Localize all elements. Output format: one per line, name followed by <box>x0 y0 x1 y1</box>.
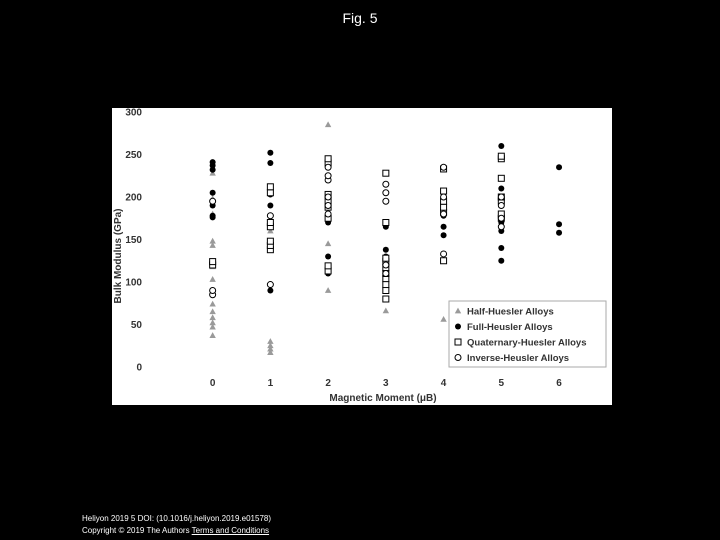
y-tick-label: 100 <box>125 277 142 289</box>
data-point-open-square <box>383 288 389 294</box>
legend-label: Half-Huesler Alloys <box>467 306 554 318</box>
y-tick-label: 200 <box>125 192 142 204</box>
data-point-open-square <box>267 184 273 190</box>
data-point-open-square <box>383 255 389 261</box>
figure-title: Fig. 5 <box>342 10 378 26</box>
data-point-open-circle <box>383 198 389 204</box>
copyright-text: Copyright © 2019 The Authors <box>82 526 190 535</box>
data-point-triangle <box>209 314 215 320</box>
data-point-open-square <box>441 204 447 210</box>
data-point-open-square <box>441 258 447 264</box>
data-point-triangle <box>209 319 215 325</box>
x-tick-label: 3 <box>383 378 389 389</box>
legend-marker-open-square <box>455 339 461 345</box>
data-point-open-circle <box>210 288 216 294</box>
data-point-triangle <box>325 240 331 246</box>
data-point-open-circle <box>325 194 331 200</box>
data-point-filled-circle <box>556 221 562 227</box>
data-point-filled-circle <box>267 203 273 209</box>
data-point-open-circle <box>441 194 447 200</box>
data-point-filled-circle <box>498 258 504 264</box>
data-point-open-circle <box>383 181 389 187</box>
data-point-filled-circle <box>441 232 447 238</box>
doi-citation: Heliyon 2019 5 DOI: (10.1016/j.heliyon.2019.e01578) <box>82 514 272 523</box>
legend-label: Inverse-Heusler Alloys <box>467 353 570 364</box>
y-tick-label: 150 <box>125 235 142 246</box>
data-point-triangle <box>209 308 215 314</box>
data-point-filled-circle <box>325 254 331 260</box>
data-point-triangle <box>440 316 446 322</box>
chart-svg <box>112 108 612 405</box>
legend-label: Quaternary-Huesler Alloys <box>467 337 587 349</box>
data-point-filled-circle <box>498 245 504 251</box>
data-point-open-square <box>267 190 273 196</box>
data-point-open-square <box>325 156 331 162</box>
data-point-open-circle <box>498 203 504 209</box>
data-point-open-square <box>210 259 216 265</box>
data-point-triangle <box>325 121 331 127</box>
data-point-open-circle <box>210 198 216 204</box>
data-point-triangle <box>325 287 331 293</box>
data-point-filled-circle <box>267 160 273 166</box>
y-tick-label: 0 <box>136 362 142 374</box>
data-point-triangle <box>209 276 215 282</box>
y-tick-label: 50 <box>130 320 142 331</box>
data-point-filled-circle <box>556 164 562 170</box>
scatter-chart <box>112 108 612 405</box>
data-point-filled-circle <box>383 247 389 253</box>
data-point-triangle <box>267 338 273 344</box>
data-point-filled-circle <box>210 159 216 165</box>
data-point-triangle <box>209 238 215 244</box>
data-point-open-circle <box>383 262 389 268</box>
data-point-open-circle <box>383 190 389 196</box>
legend-marker-filled-circle <box>455 324 461 330</box>
x-tick-label: 4 <box>440 378 447 389</box>
data-point-open-circle <box>267 282 273 288</box>
data-point-open-square <box>267 220 273 226</box>
legend-label: Full-Heusler Alloys <box>467 322 553 333</box>
x-tick-label: 2 <box>325 378 331 389</box>
data-point-open-circle <box>325 164 331 170</box>
data-point-open-square <box>383 282 389 288</box>
data-point-filled-circle <box>210 213 216 219</box>
data-point-filled-circle <box>267 150 273 156</box>
data-point-open-circle <box>498 224 504 230</box>
data-point-open-circle <box>441 164 447 170</box>
data-point-open-square <box>383 170 389 176</box>
legend <box>449 301 606 367</box>
data-point-open-circle <box>498 215 504 221</box>
data-point-filled-circle <box>498 186 504 192</box>
data-point-filled-circle <box>441 224 447 230</box>
data-point-filled-circle <box>267 288 273 294</box>
x-tick-label: 6 <box>556 378 562 389</box>
data-point-filled-circle <box>556 230 562 236</box>
x-tick-label: 5 <box>498 378 505 389</box>
data-point-open-circle <box>325 173 331 179</box>
data-point-open-circle <box>267 213 273 219</box>
data-point-open-circle <box>498 194 504 200</box>
data-point-filled-circle <box>498 143 504 149</box>
data-point-triangle <box>383 308 389 314</box>
data-point-open-square <box>498 175 504 181</box>
data-point-filled-circle <box>210 190 216 196</box>
data-point-open-square <box>383 220 389 226</box>
x-axis-label: Magnetic Moment (μB) <box>329 393 437 404</box>
x-tick-label: 1 <box>267 378 274 389</box>
data-point-open-square <box>267 238 273 244</box>
data-point-open-square <box>441 188 447 194</box>
data-point-open-circle <box>441 251 447 257</box>
y-axis-ticks <box>125 108 142 374</box>
data-point-triangle <box>209 301 215 307</box>
y-tick-label: 250 <box>125 150 142 161</box>
data-point-open-circle <box>383 271 389 277</box>
data-point-open-circle <box>325 211 331 217</box>
data-point-open-circle <box>325 203 331 209</box>
data-point-open-circle <box>441 211 447 217</box>
series-open-square <box>210 153 505 302</box>
data-point-triangle <box>209 332 215 338</box>
x-tick-label: 0 <box>209 378 216 389</box>
legend-marker-open-circle <box>455 355 461 361</box>
x-axis-ticks <box>210 378 562 389</box>
data-point-open-square <box>498 153 504 159</box>
y-axis-label: Bulk Modulus (GPa) <box>113 208 124 304</box>
y-tick-label: 300 <box>125 108 142 119</box>
series-open-circle <box>210 164 505 298</box>
data-point-open-square <box>325 263 331 269</box>
data-point-open-square <box>383 296 389 302</box>
copyright-line <box>82 526 269 535</box>
terms-and-conditions-link[interactable]: Terms and Conditions <box>191 526 270 535</box>
